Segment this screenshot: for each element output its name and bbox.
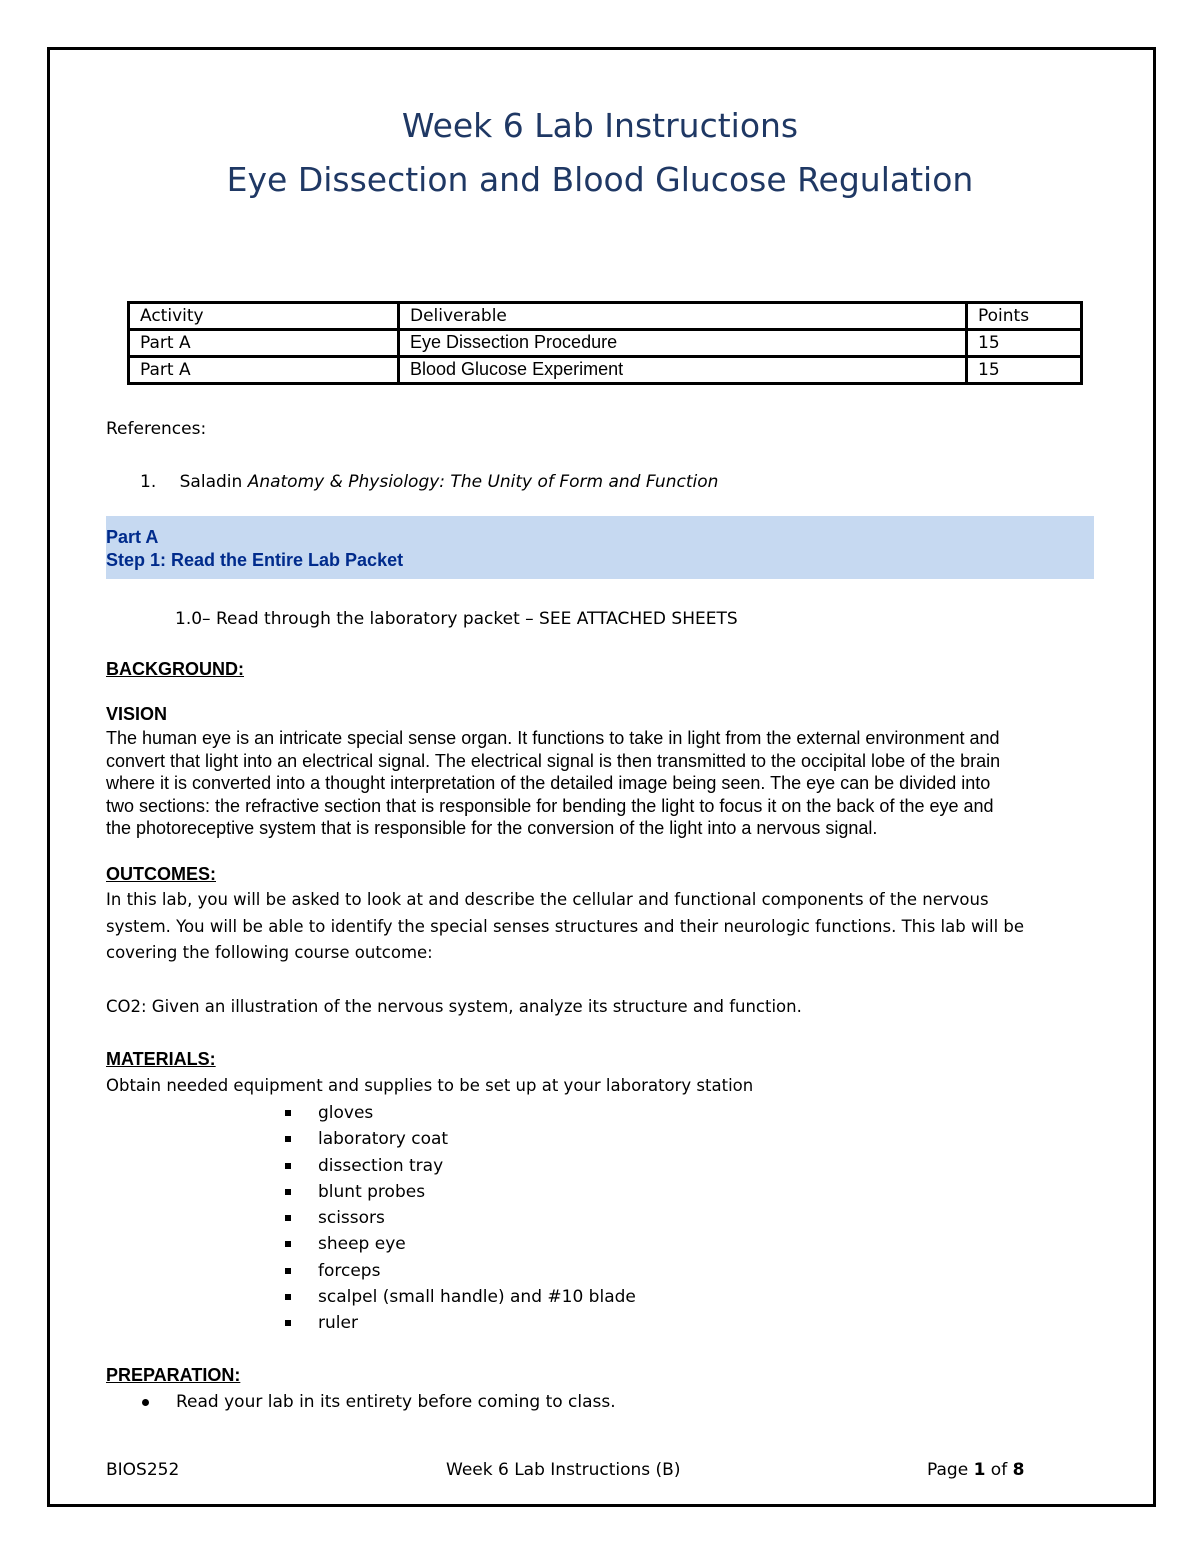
list-item-label: scalpel (small handle) and #10 blade: [318, 1287, 636, 1308]
table-cell-points: 15: [967, 330, 1082, 357]
list-item: [283, 1205, 636, 1231]
table-cell-deliverable: Blood Glucose Experiment: [399, 357, 967, 384]
bullet-icon: [285, 1163, 291, 1169]
list-item: [283, 1179, 636, 1205]
list-item: [283, 1100, 636, 1126]
bullet-icon: [285, 1241, 291, 1247]
preparation-heading: PREPARATION:: [106, 1365, 241, 1385]
bullet-icon: [285, 1268, 291, 1274]
table-header-cell: Points: [967, 303, 1082, 330]
list-item: [283, 1153, 636, 1179]
list-item: [283, 1258, 636, 1284]
outcomes-heading: OUTCOMES:: [106, 864, 216, 884]
list-item-label: scissors: [318, 1208, 385, 1229]
doc-subtitle: Eye Dissection and Blood Glucose Regulation: [226, 160, 974, 199]
paragraph-line: two sections: the refractive section that is responsible for bending the light to focus it on the back of the eye and: [106, 795, 994, 816]
bullet-icon: [285, 1110, 291, 1116]
materials-heading: MATERIALS:: [106, 1049, 216, 1069]
table-header-cell: Deliverable: [399, 303, 967, 330]
table-row: [129, 357, 1082, 384]
paragraph-line: The human eye is an intricate special sense organ. It functions to take in light from the external environment and: [106, 728, 1000, 748]
references-label: References:: [106, 419, 207, 439]
list-item-label: blunt probes: [318, 1181, 426, 1202]
table-cell-points: 15: [967, 357, 1082, 384]
vision-heading: VISION: [106, 704, 168, 724]
list-item: [283, 1231, 636, 1257]
deliverables-table: [127, 301, 1083, 385]
doc-title: Week 6 Lab Instructions: [401, 106, 799, 145]
list-item-label: sheep eye: [318, 1234, 406, 1255]
paragraph-line: covering the following course outcome:: [106, 943, 433, 962]
materials-intro: Obtain needed equipment and supplies to be set up at your laboratory station: [106, 1076, 754, 1095]
table-header-row: [129, 303, 1082, 330]
footer-course: BIOS252: [106, 1460, 180, 1480]
bullet-icon: [285, 1136, 291, 1142]
page-sep: of: [985, 1460, 1013, 1480]
page-prefix: Page: [927, 1460, 974, 1480]
bullet-icon: [285, 1320, 291, 1326]
table-cell-deliverable: Eye Dissection Procedure: [399, 330, 967, 357]
outcomes-paragraph: [106, 887, 1096, 967]
list-item-label: gloves: [318, 1103, 374, 1123]
materials-list: [283, 1100, 636, 1337]
reference-title: Anatomy & Physiology: The Unity of Form and Function: [247, 472, 719, 492]
footer-title: Week 6 Lab Instructions (B): [446, 1460, 681, 1480]
list-item-label: ruler: [318, 1313, 358, 1334]
page-total: 8: [1012, 1460, 1025, 1480]
bullet-icon: [285, 1189, 291, 1195]
table-cell-activity: Part A: [129, 357, 399, 384]
list-item-label: laboratory coat: [318, 1129, 449, 1150]
list-item-label: forceps: [318, 1260, 381, 1281]
reference-author: Saladin: [179, 472, 243, 492]
background-heading: BACKGROUND:: [106, 659, 244, 679]
vision-paragraph: [106, 727, 1096, 840]
paragraph-line: the photoreceptive system that is responsible for the conversion of the light into a nervous signal.: [106, 818, 878, 838]
reference-number: 1.: [140, 472, 157, 492]
paragraph-line: where it is converted into a thought interpretation of the detailed image being seen. The eye can be divided into: [106, 773, 991, 793]
part-a-label: Part A: [106, 527, 159, 547]
paragraph-line: system. You will be able to identify the special senses structures and their neurologic functions. This lab will be: [106, 916, 1025, 936]
bullet-icon: [285, 1215, 291, 1221]
list-item: [283, 1284, 636, 1310]
list-item-label: dissection tray: [318, 1155, 444, 1176]
reference-item: [140, 471, 718, 493]
part-a-instruction: 1.0– Read through the laboratory packet – SEE ATTACHED SHEETS: [175, 609, 738, 629]
paragraph-line: convert that light into an electrical signal. The electrical signal is then transmitted to the occipital lobe of the brain: [106, 750, 1001, 771]
bullet-icon: [285, 1294, 291, 1300]
page-current: 1: [973, 1460, 986, 1480]
preparation-item: Read your lab in its entirety before coming to class.: [176, 1392, 616, 1412]
list-item: [283, 1310, 636, 1336]
part-a-step: Step 1: Read the Entire Lab Packet: [106, 550, 404, 570]
list-item: [283, 1126, 636, 1152]
table-header-cell: Activity: [129, 303, 399, 330]
table-row: [129, 330, 1082, 357]
paragraph-line: In this lab, you will be asked to look at and describe the cellular and functional components of the nervous: [106, 890, 989, 909]
footer-page-number: [927, 1459, 1024, 1481]
table-cell-activity: Part A: [129, 330, 399, 357]
bullet-icon: [142, 1399, 149, 1406]
course-outcome-co2: CO2: Given an illustration of the nervous system, analyze its structure and function.: [106, 997, 802, 1016]
